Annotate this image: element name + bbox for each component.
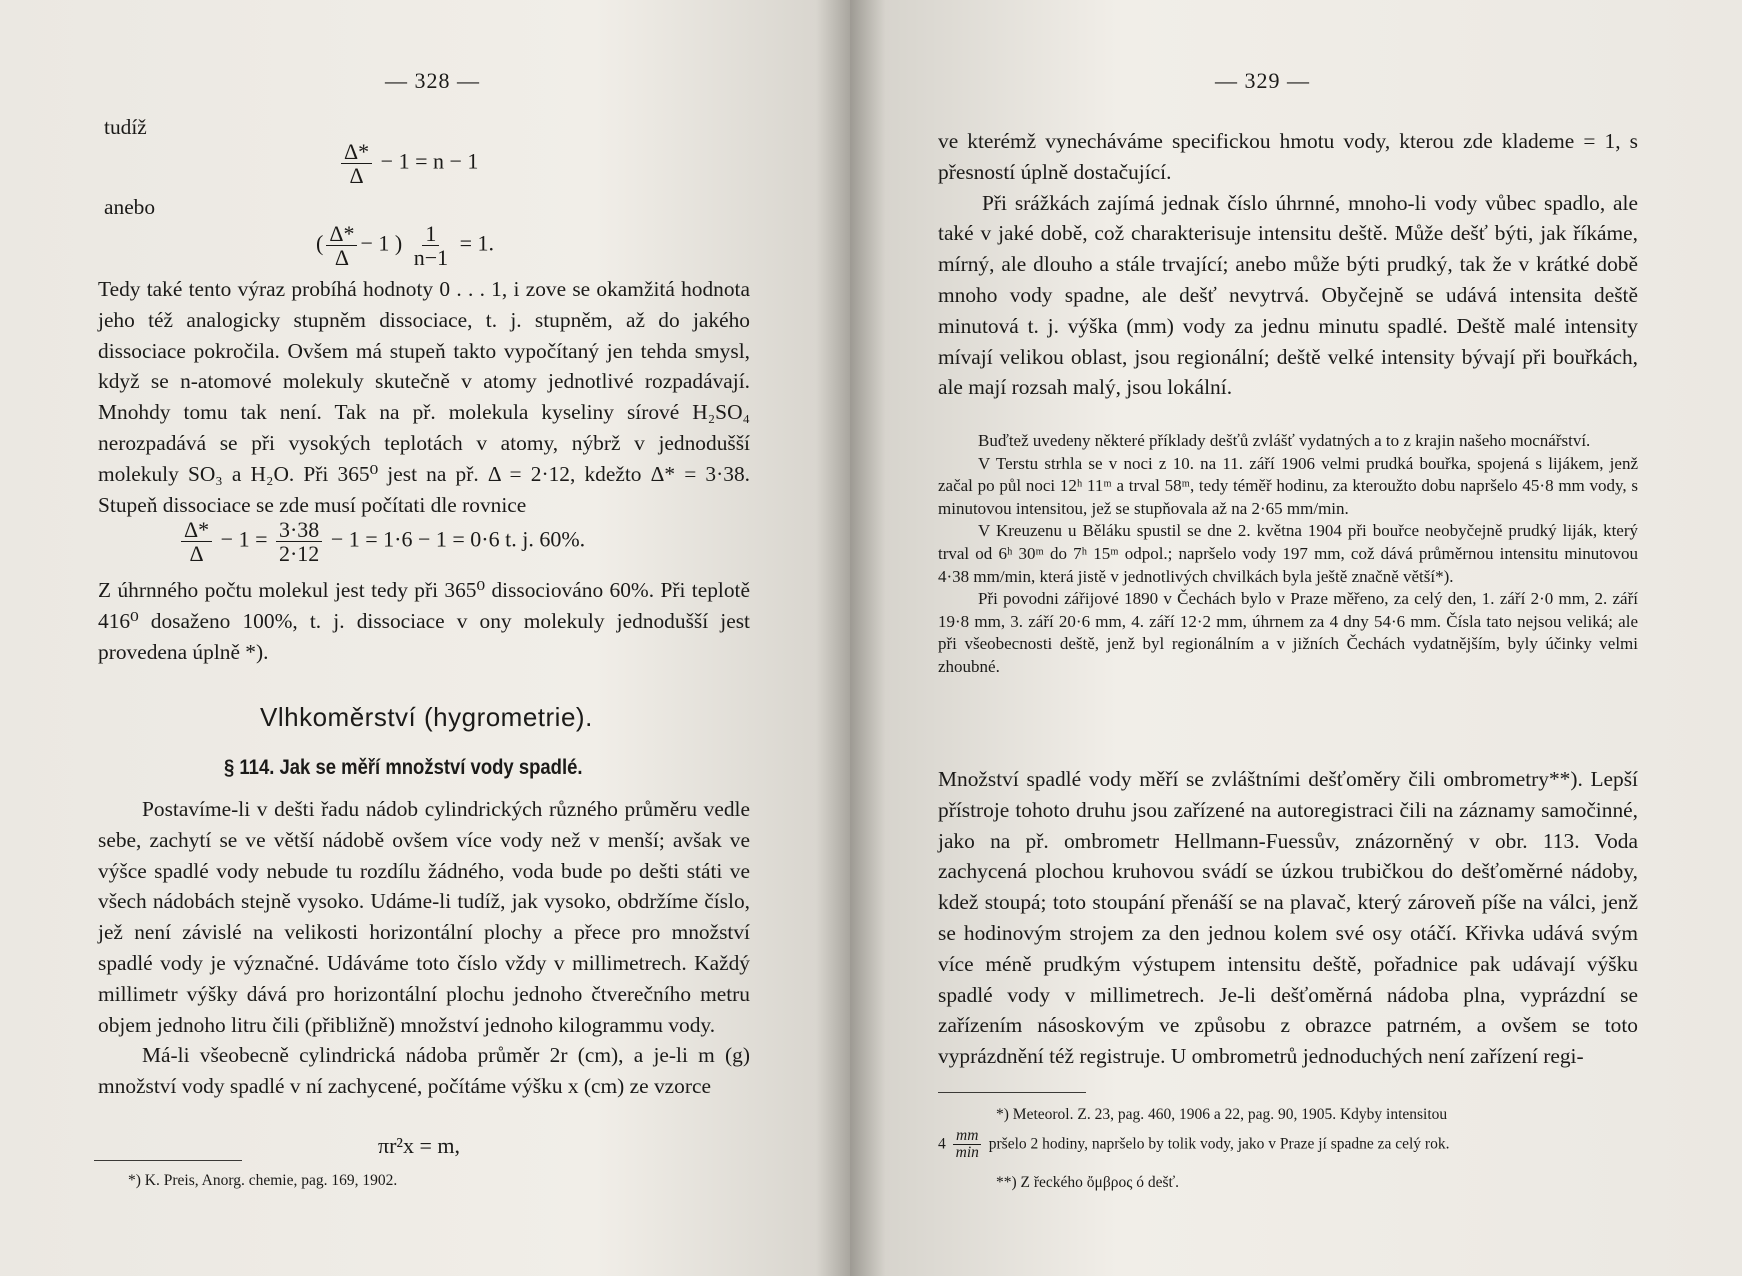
equation-3: $\frac{\Delta*}{\Delta}$ − 1 = $\frac{3\cdot 38}{2\cdot 12}$ − 1 = 1·6 − 1 = 0·6 t. j. 60%. xyxy=(178,518,585,565)
right-page xyxy=(850,0,1742,1276)
right-paragraph-2: Při srážkách zajímá jednak číslo úhrnné, mnoho-li vody vůbec spadlo, ale také v jaké době, což charakterisuje intensitu deště. Může dešť býti, jak říkáme, mírný, ale dlouho a stále trvající; anebo může býti prudký, tak že v krátké době mnoho vody spadne, ale dešť nevytrvá. Obyčejně se udává intensita deště minutová t. j. výška (mm) vody za jednu minutu spadlé. Deště malé intensity mívají velikou oblast, jsou regionální; deště velké intensity bývají při bouřkách, ale mají rozsah malý, jsou lokální. xyxy=(938,190,1638,400)
left-paragraph-2: Z úhrnného počtu molekul jest tedy při 365⁰ dissociováno 60%. Při teplotě 416⁰ dosaženo 100%, t. j. dissociace v ony molekuly jednodušší jest provedena úplně *). xyxy=(98,578,750,664)
left-paragraph-3: Postavíme-li v dešti řadu nádob cylindrických různého průměru vedle sebe, zachytí se ve větší nádobě ovšem více vody než v menší; avšak ve výšce spadlé vody nebude tu rozdílu žádného, voda bude po dešti státi ve všech nádobách stejně vysoko. Udáme-li tudíž, jak vysoko, obdržíme číslo, jež není závislé na velikosti horizontální plochy a přece pro množství spadlé vody je význačné. Udáváme toto číslo vždy v millimetrech. Každý millimetr výšky dává pro horizontální plochu jednoho čtverečního metru objem jednoho litru čili (přibližně) množství jednoho kilogrammu vody. xyxy=(98,797,750,1037)
small-paragraph-4: Při povodni zářijové 1890 v Čechách bylo v Praze měřeno, za celý den, 1. září 2·0 mm, 2. září 19·8 mm, 3. září 20·6 mm, 4. září 12·2 mm, úhrnem za 4 dny 54·6 mm. Čísla tato nejsou veliká; ale při všeobecnosti deště, jenž byl regionálním a v jižních Čechách vydatnějším, byly účinky velmi zhoubné. xyxy=(938,589,1638,676)
left-paragraph-1: Tedy také tento výraz probíhá hodnoty 0 . . . 1, i zove se okamžitá hodnota jeho též analogicky stupněm dissociace, t. j. stupněm, až do jakého dissociace pokročila. Ovšem má stupeň takto vypočítaný jen tehda smysl, když se n-atomové molekuly skutečně v atomy jednotlivé rozpadávají. Mnohdy tomu tak není. Tak na př. molekula kyseliny sírové H₂SO₄ nerozpadává se při vysokých teplotách v atomy, nýbrž v jednodušší molekuly SO₃ a H₂O. Při 365⁰ jest na př. Δ = 2·12, kdežto Δ* = 3·38. Stupeň dissociace se zde musí počítati dle rovnice xyxy=(98,277,750,517)
small-paragraph-3: V Kreuzenu u Běláku spustil se dne 2. května 1904 při bouřce neobyčejně prudký liják, který trval od 6ʰ 30ᵐ do 7ʰ 15ᵐ odpol.; napršelo vody 197 mm, což dává průměrnou intensitu minutovou 4·38 mm/min, která jistě v jednotlivých chvilkách byla ještě značně větší*). xyxy=(938,521,1638,586)
right-footnote-2: **) Z řeckého ὄμβρος ó dešť. xyxy=(996,1174,1180,1191)
paragraph-title: § 114. Jak se měří množství vody spadlé. xyxy=(224,756,583,779)
left-footnote: *) K. Preis, Anorg. chemie, pag. 169, 1902. xyxy=(128,1172,398,1189)
page-number: — 328 — xyxy=(385,68,480,93)
equation-4: πr²x = m, xyxy=(378,1133,461,1158)
tudiz-label: tudíž xyxy=(104,115,147,139)
section-title: Vlhkoměrství (hygrometrie). xyxy=(260,702,593,732)
right-paragraph-3: Množství spadlé vody měří se zvláštními dešťoměry čili ombrometry**). Lepší přístroje tohoto druhu jsou zařízené na autoregistraci čili na záznamy samočinné, jako na př. ombrometr Hellmann-Fuessův, znázorněný v obr. 113. Voda zachycená plochou kruhovou svádí se úzkou trubičkou do dešťoměrné nádoby, kdež stoupá; toto stoupání přenáší se na plavač, který zároveň píše na válci, jenž se hodinovým strojem za den jednou kolem své osy otáčí. Křivka udává svým více méně prudkým výstupem intensitu deště, pořadnice pak udávají výšku spadlé vody v millimetrech. Je-li dešťoměrná nádoba plna, vyprázdní se zařízením násoskovým ve způsobu z obrazce patrném, a ovšem se toto vyprázdnění též registruje. U ombrometrů jednoduchých není zařízení regi- xyxy=(938,767,1638,1069)
right-footnote-1: *) Meteorol. Z. 23, pag. 460, 1906 a 22, pag. 90, 1905. Kdyby intensitou xyxy=(996,1106,1448,1123)
right-small-text xyxy=(938,430,1638,679)
anebo-label: anebo xyxy=(104,195,156,219)
left-page xyxy=(0,0,850,1276)
small-paragraph-1: Buďtež uvedeny některé příklady dešťů zvlášť vydatných a to z krajin našeho mocnářství. xyxy=(978,431,1591,450)
right-paragraph-1: ve kterémž vynecháváme specifickou hmotu vody, kterou zde klademe = 1, s přesností úplně dostačující. xyxy=(938,129,1638,184)
left-paragraph-4: Má-li všeobecně cylindrická nádoba průměr 2r (cm), a je-li m (g) množství vody spadlé v ní zachycené, počítáme výšku x (cm) ze vzorce xyxy=(98,1043,750,1099)
left-paragraph-3-wrap xyxy=(98,794,750,1102)
right-main-text-1 xyxy=(938,126,1638,403)
equation-1: $\frac{\Delta*}{\Delta}$ − 1 = n − 1 xyxy=(338,140,478,187)
footnote-rule xyxy=(938,1092,1086,1093)
page-number: — 329 — xyxy=(1215,68,1310,93)
footnote-rule xyxy=(94,1160,242,1161)
small-paragraph-2: V Terstu strhla se v noci z 10. na 11. září 1906 velmi prudká bouřka, spojená s lijákem, jenž začal po půl noci 12ʰ 11ᵐ a trval 58ᵐ, tedy téměř hodinu, za kteroužto dobu napršelo 45·8 mm vody, s minutovou intensitou, jež se stupňovala až na 2·65 mm/min. xyxy=(938,453,1638,518)
right-footnote-1b: 4 $\frac{mm}{\min}$ pršelo 2 hodiny, napršelo by tolik vody, jako v Praze jí spadne za celý rok. xyxy=(938,1127,1450,1162)
equation-2: ( $\frac{\Delta*}{\Delta}$ − 1 ) $\frac{1}{n-1}$ = 1. xyxy=(316,221,495,271)
